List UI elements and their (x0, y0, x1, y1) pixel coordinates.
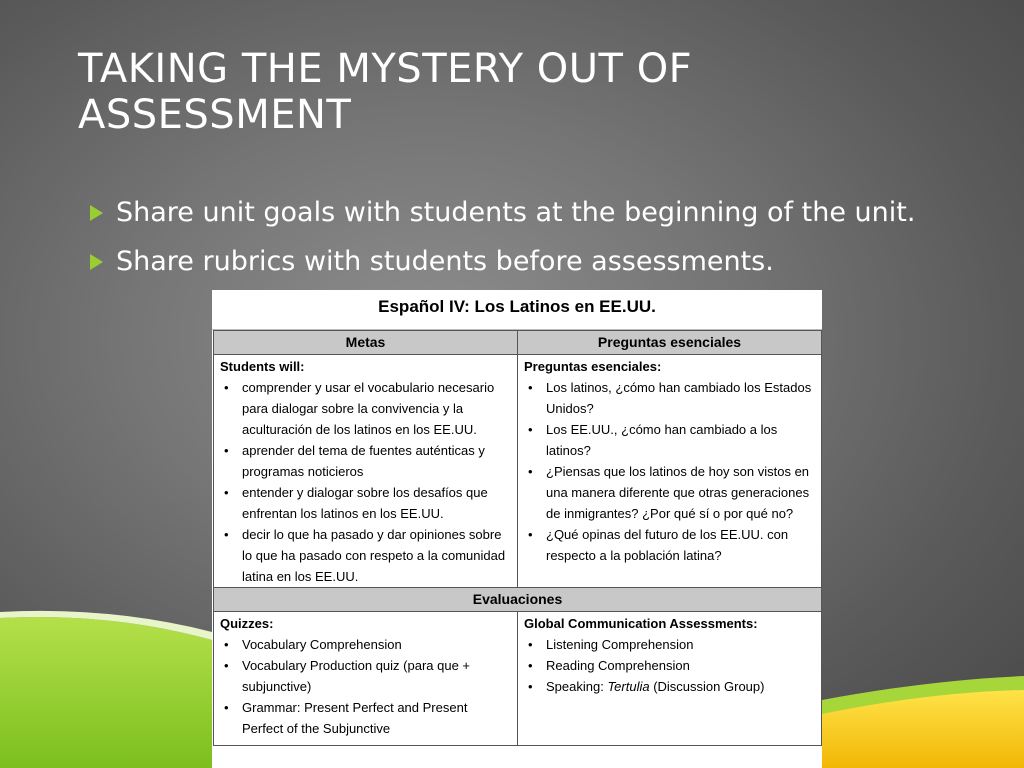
unit-plan-document (212, 290, 822, 768)
green-swoosh (0, 617, 212, 768)
quizzes-list (220, 634, 511, 739)
column-header-row (214, 331, 822, 355)
metas-heading: Students will: (220, 359, 305, 374)
global-item: • Reading Comprehension (524, 655, 815, 676)
preguntas-item: • ¿Piensas que los latinos de hoy son vistos en una manera diferente que otras generaciones de inmigrantes? ¿Por qué sí o por qué no? (524, 461, 815, 524)
metas-list (220, 377, 511, 587)
metas-item: • aprender del tema de fuentes auténticas y programas noticieros (220, 440, 511, 482)
metas-header: Metas (214, 331, 518, 355)
bullet-text: Share unit goals with students at the beginning of the unit. (116, 197, 916, 228)
bullet-item (90, 188, 915, 237)
speaking-suffix: (Discussion Group) (649, 679, 765, 694)
bullet-list (90, 188, 915, 286)
slide-title (78, 46, 878, 138)
preguntas-list (524, 377, 815, 566)
quizzes-item: • Vocabulary Comprehension (220, 634, 511, 655)
metas-item: • entender y dialogar sobre los desafíos que enfrentan los latinos en los EE.UU. (220, 482, 511, 524)
preguntas-header: Preguntas esenciales (518, 331, 822, 355)
preguntas-item: • ¿Qué opinas del futuro de los EE.UU. con respecto a la población latina? (524, 524, 815, 566)
unit-plan-table (213, 330, 822, 746)
quizzes-cell (214, 612, 518, 746)
assessments-row (214, 612, 822, 746)
evaluaciones-header: Evaluaciones (214, 588, 822, 612)
quizzes-item: • Vocabulary Production quiz (para que + subjunctive) (220, 655, 511, 697)
bullet-text: Share rubrics with students before assessments. (116, 246, 774, 277)
triangle-bullet-icon (90, 205, 103, 221)
goals-row (214, 355, 822, 588)
global-list (524, 634, 815, 697)
quizzes-item: • Grammar: Present Perfect and Present Perfect of the Subjunctive (220, 697, 511, 739)
global-assessments-cell (518, 612, 822, 746)
slide-title-line-2: ASSESSMENT (78, 92, 352, 138)
global-heading: Global Communication Assessments: (524, 616, 758, 631)
speaking-prefix: Speaking: (546, 679, 608, 694)
slide-title-line-1: TAKING THE MYSTERY OUT OF (78, 46, 693, 92)
global-item-speaking (524, 676, 815, 697)
preguntas-heading: Preguntas esenciales: (524, 359, 662, 374)
speaking-italic: Tertulia (607, 679, 650, 694)
metas-cell (214, 355, 518, 588)
preguntas-cell (518, 355, 822, 588)
quizzes-heading: Quizzes: (220, 616, 274, 631)
triangle-bullet-icon (90, 254, 103, 270)
bullet-item (90, 237, 915, 286)
document-title: Español IV: Los Latinos en EE.UU. (212, 290, 822, 330)
preguntas-item: • Los EE.UU., ¿cómo han cambiado a los latinos? (524, 419, 815, 461)
metas-item: • comprender y usar el vocabulario necesario para dialogar sobre la convivencia y la aculturación de los latinos en los EE.UU. (220, 377, 511, 440)
global-item: • Listening Comprehension (524, 634, 815, 655)
metas-item: • decir lo que ha pasado y dar opiniones sobre lo que ha pasado con respeto a la comunidad latina en los EE.UU. (220, 524, 511, 587)
preguntas-item: • Los latinos, ¿cómo han cambiado los Estados Unidos? (524, 377, 815, 419)
evaluaciones-header-row (214, 588, 822, 612)
